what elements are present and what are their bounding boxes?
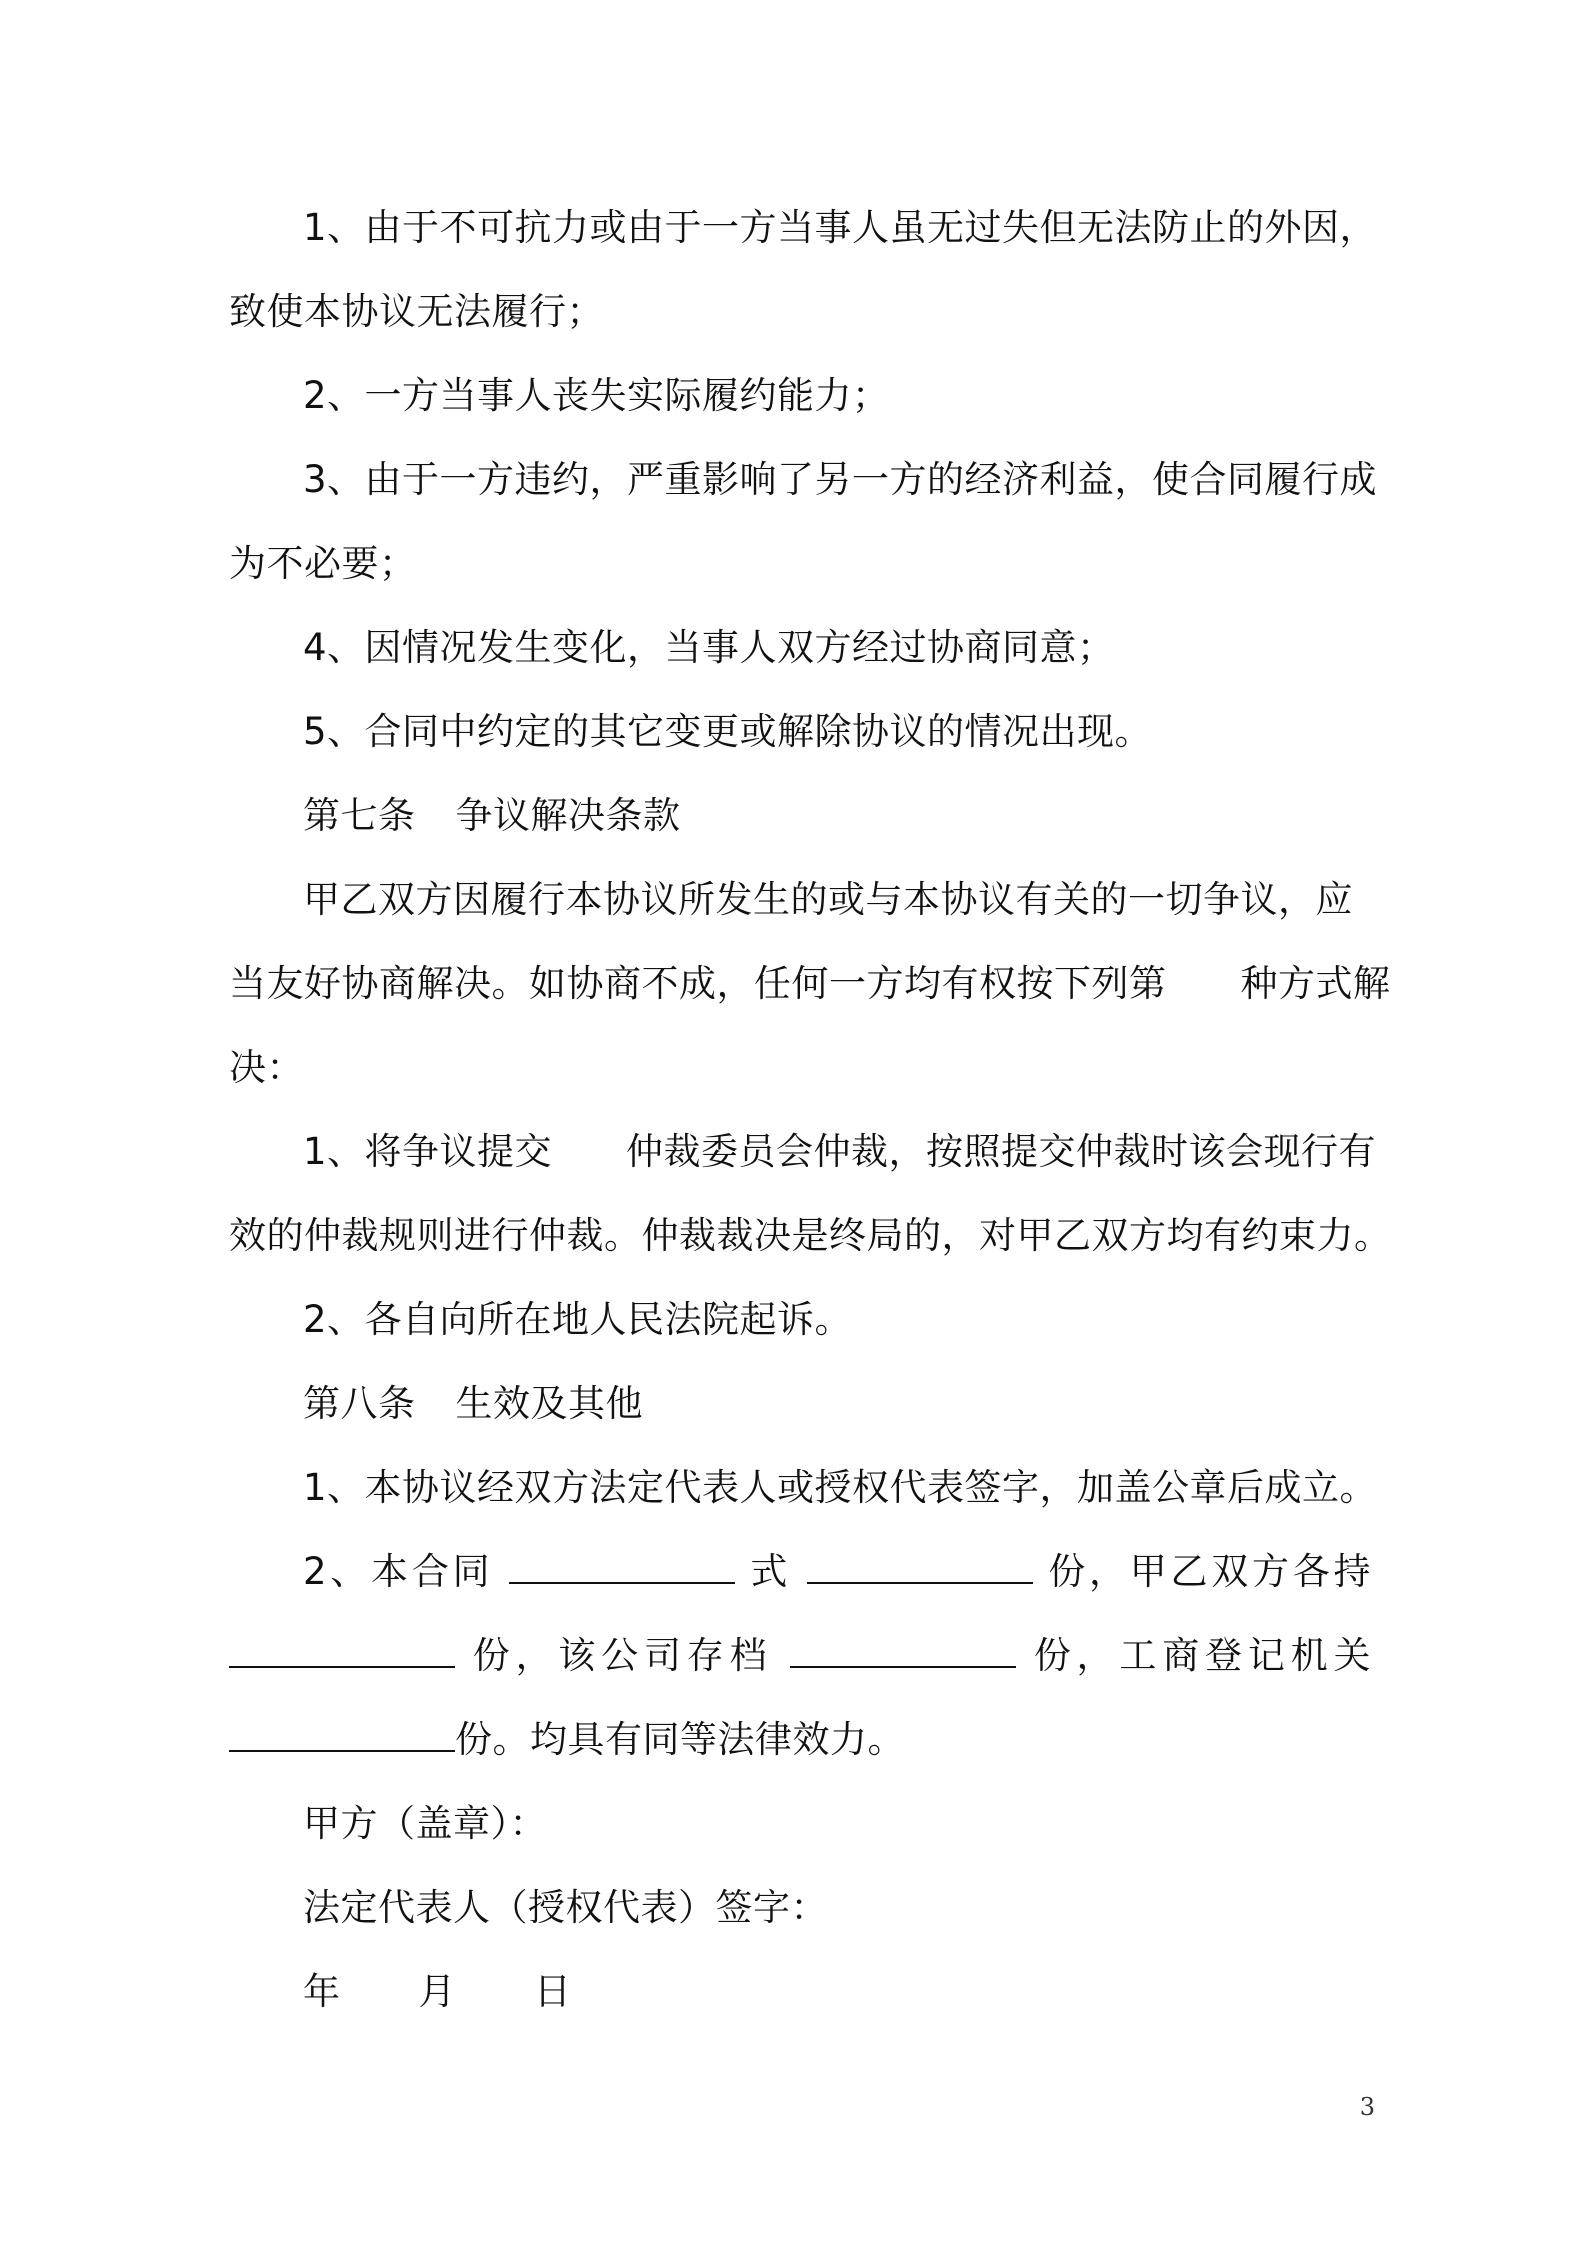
article-7-body [229,858,1391,1110]
copies-registry-blank [229,1720,455,1752]
copies-total-blank [509,1552,735,1584]
party-a-seal-label: 甲方（盖章）： [303,1802,547,1845]
clause-item-3 [229,438,1378,606]
article-8-item-2-line-2: 份，该公司存档 份，工商登记机关 [229,1614,1371,1698]
article-7-body-line-1: 甲乙双方因履行本协议所发生的或与本协议有关的一切争议，应 [303,878,1353,921]
signature-date [229,1950,1371,2034]
clause-item-1-line-1: 1、由于不可抗力或由于一方当事人虽无过失但无法防止的外因， [303,206,1378,249]
article-7-body-line-2: 当友好协商解决。如协商不成，任何一方均有权按下列第 种方式解 [229,962,1391,1005]
page-number: 3 [1359,2093,1375,2121]
article-8-item-2-line-1: 2、本合同 式 份，甲乙双方各持 [303,1550,1372,1593]
dispute-option-2: 2、各自向所在地人民法院起诉。 [303,1298,853,1341]
clause-item-3-line-2: 为不必要； [229,542,417,585]
clause-item-4: 4、因情况发生变化，当事人双方经过协商同意； [303,626,1115,669]
date-year: 年 [303,1970,341,2013]
copies-count-blank [807,1552,1033,1584]
clause-item-1-line-2: 致使本协议无法履行； [229,290,604,333]
copies-archive-blank [790,1636,1016,1668]
date-day: 日 [534,1970,572,2013]
article-7-number: 第七条 [303,794,416,837]
clause-item-1 [229,186,1378,354]
dispute-option-1-line-2: 效的仲裁规则进行仲裁。仲裁裁决是终局的，对甲乙双方均有约束力。 [229,1214,1392,1257]
copies-each-party-blank [229,1636,455,1668]
article-8-item-2 [229,1530,1371,1782]
article-8-title: 生效及其他 [455,1382,643,1425]
clause-item-2: 2、一方当事人丧失实际履约能力； [303,374,890,417]
article-8-item-2-line-3: 份。均具有同等法律效力。 [229,1698,1371,1782]
clause-item-3-line-1: 3、由于一方违约，严重影响了另一方的经济利益，使合同履行成 [303,458,1378,501]
dispute-option-1 [229,1110,1392,1278]
article-8-heading [229,1362,1371,1446]
article-8-number: 第八条 [303,1382,416,1425]
article-7-title: 争议解决条款 [455,794,681,837]
dispute-option-1-line-1: 1、将争议提交 仲裁委员会仲裁，按照提交仲裁时该会现行有 [303,1130,1377,1173]
date-month: 月 [418,1970,456,2013]
representative-signature-label: 法定代表人（授权代表）签字： [303,1886,828,1929]
article-7-heading [229,774,1371,858]
clause-item-5: 5、合同中约定的其它变更或解除协议的情况出现。 [303,710,1153,753]
article-8-item-1: 1、本协议经双方法定代表人或授权代表签字，加盖公章后成立。 [303,1466,1378,1509]
article-7-body-line-3: 决： [229,1046,304,1089]
